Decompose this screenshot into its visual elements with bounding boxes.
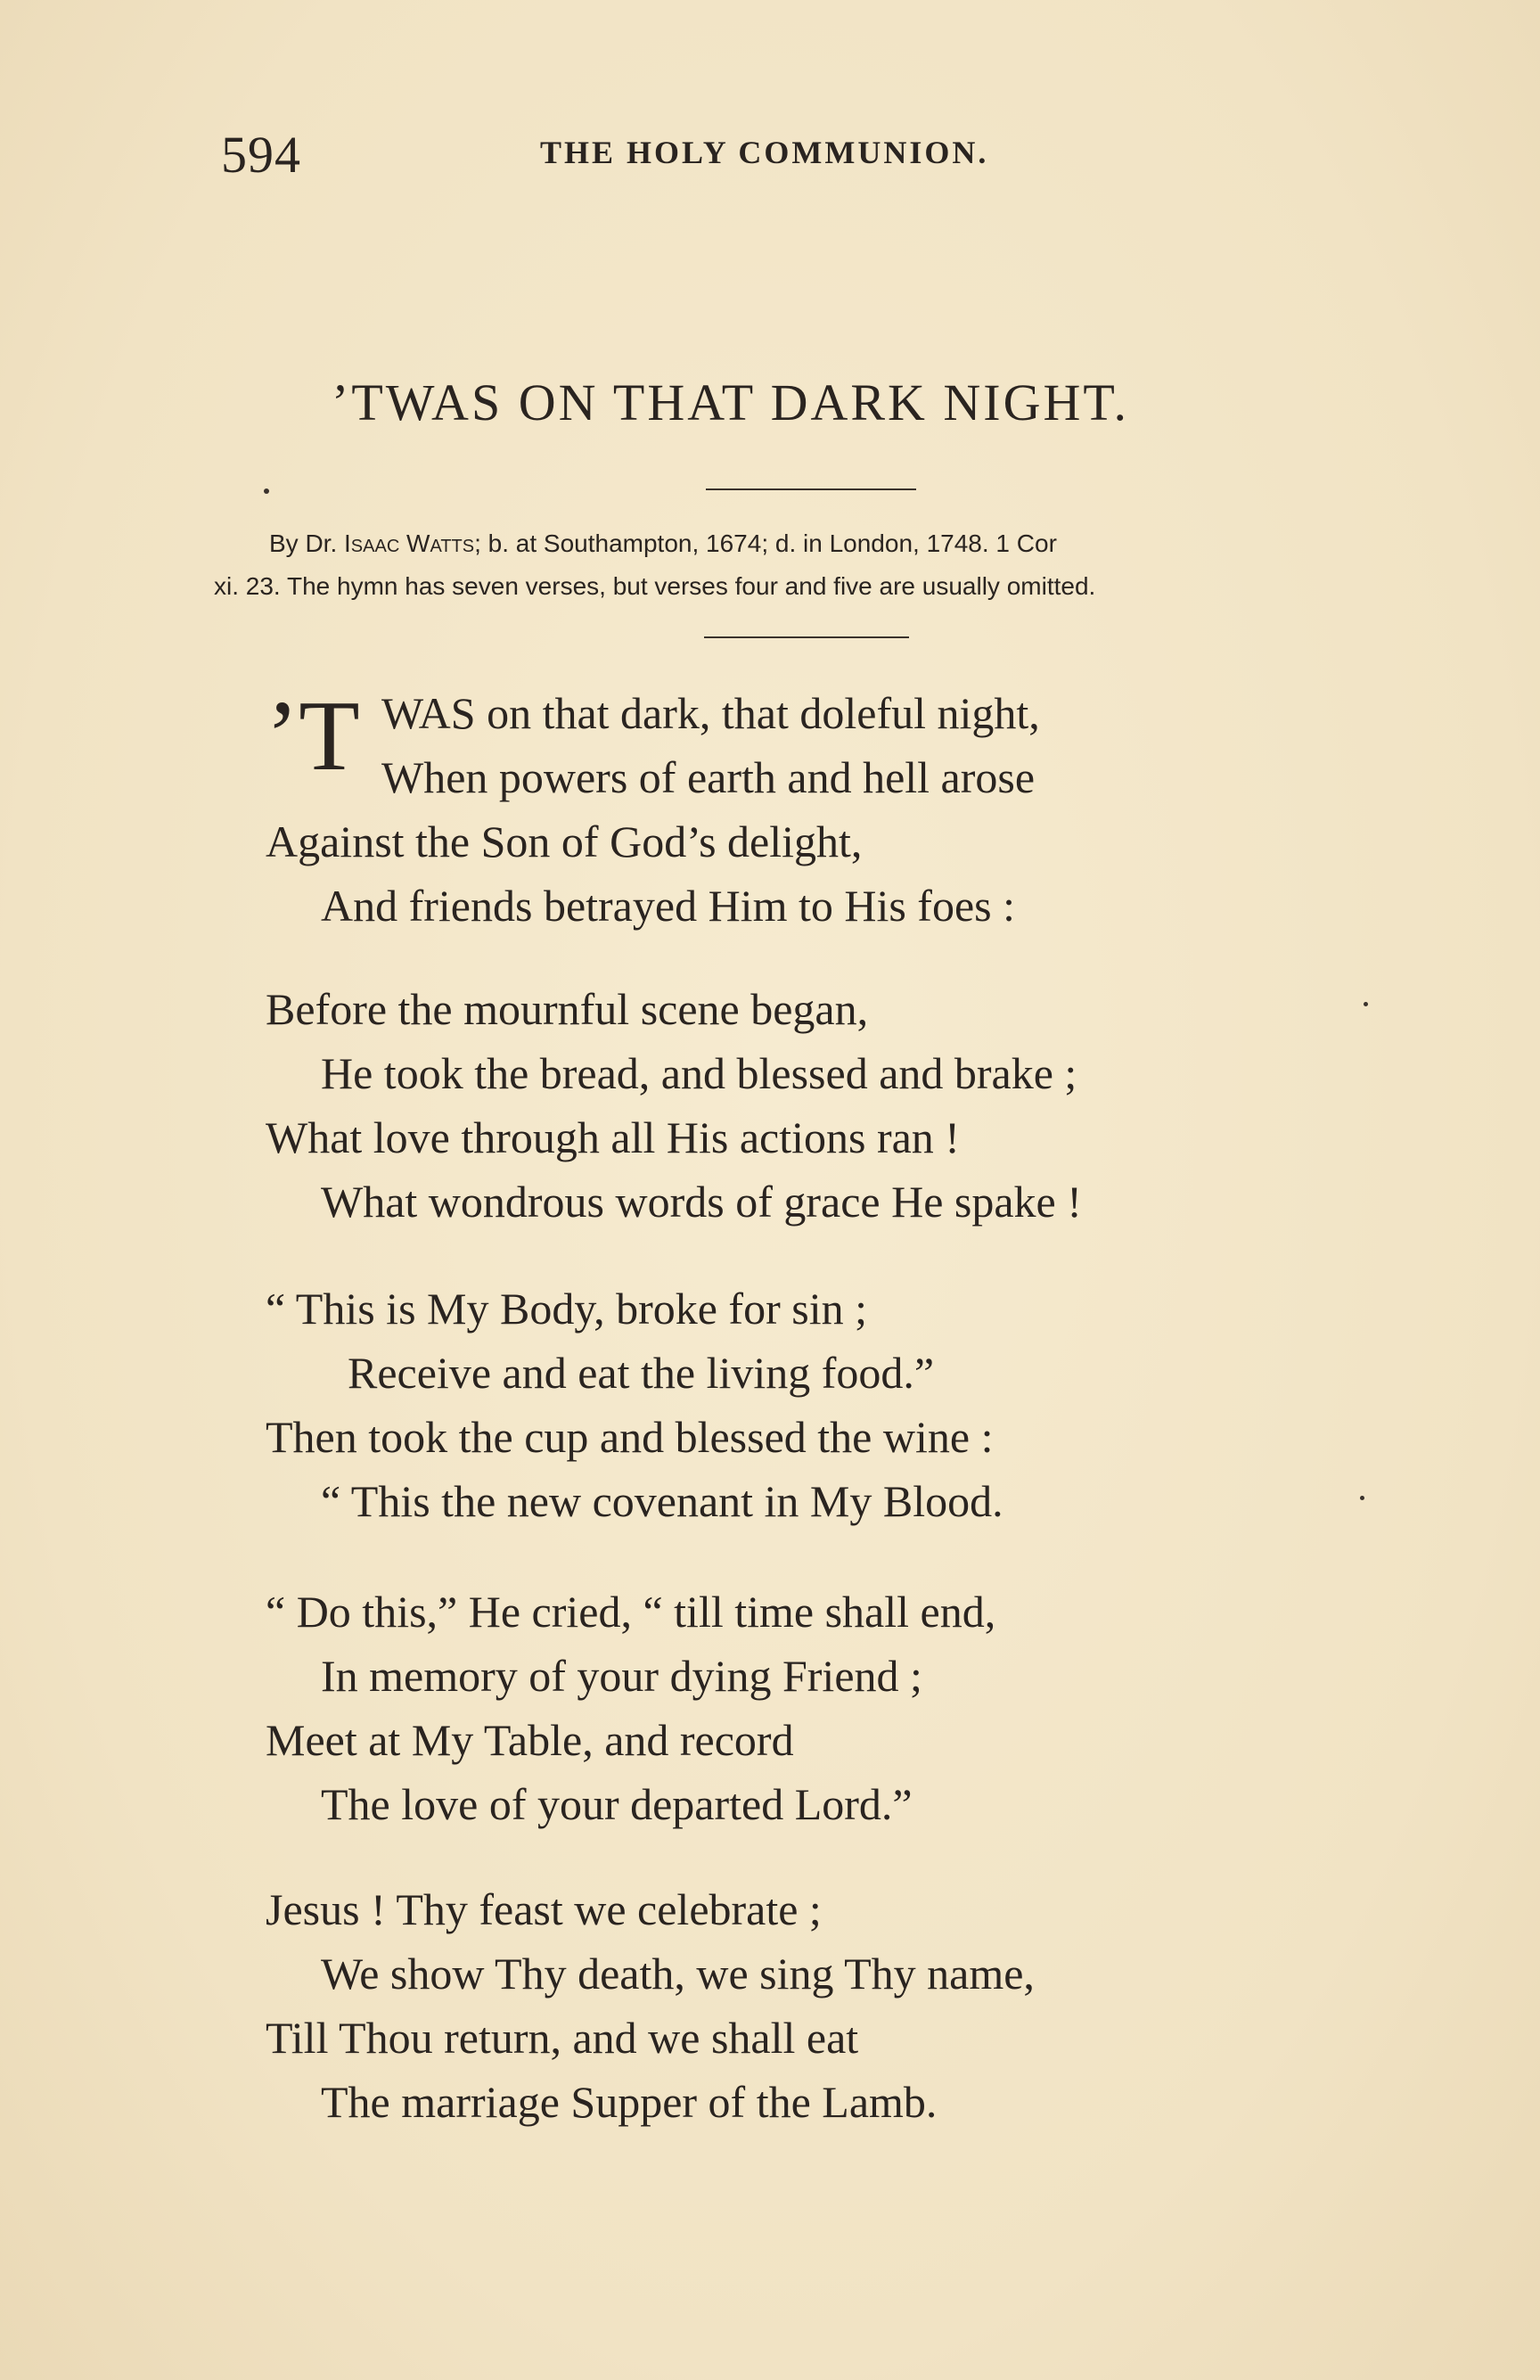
drop-cap-block (266, 681, 1388, 809)
verse-line: Receive and eat the living food.” (348, 1348, 935, 1398)
verse-line: What love through all His actions ran ! (266, 1112, 960, 1162)
stanza-1 (266, 681, 1388, 938)
ink-speck (264, 488, 269, 494)
verse-line: “ This the new covenant in My Blood. (321, 1476, 1003, 1526)
verse-line: The love of your departed Lord.” (321, 1779, 913, 1829)
hymn-title: ’TWAS ON THAT DARK NIGHT. (332, 373, 1130, 431)
verse-line: Till Thou return, and we shall eat (266, 2013, 859, 2063)
verse-line: “ Do this,” He cried, “ till time shall end, (266, 1587, 996, 1637)
verse-line: We show Thy death, we sing Thy name, (321, 1949, 1035, 1998)
verse-line: And friends betrayed Him to His foes : (321, 881, 1016, 931)
running-head: THE HOLY COMMUNION. (540, 135, 989, 170)
attribution-line-2: xi. 23. The hymn has seven verses, but verses four and five are usually omitted. (214, 572, 1096, 600)
verse-line: Against the Son of God’s delight, (266, 817, 863, 866)
stanza-5 (266, 1877, 1388, 2134)
title-rule (706, 488, 916, 490)
page-number: 594 (221, 126, 301, 184)
stanza-2 (266, 977, 1388, 1234)
verse-line: What wondrous words of grace He spake ! (321, 1177, 1082, 1227)
stanza-4 (266, 1580, 1388, 1836)
verse-line: He took the bread, and blessed and brake ; (321, 1048, 1077, 1098)
hymn-attribution (214, 522, 1401, 608)
verse-line: Meet at My Table, and record (266, 1715, 794, 1765)
author-name: Isaac Watts (344, 529, 475, 557)
verse-line: The marriage Supper of the Lamb. (321, 2077, 938, 2127)
attribution-prefix: By Dr. (269, 529, 338, 557)
verse-line: Then took the cup and blessed the wine : (266, 1412, 994, 1462)
drop-cap: ’T (266, 681, 360, 792)
attribution-details: ; b. at Southampton, 1674; d. in London, 1748. 1 Cor (474, 529, 1057, 557)
verse-line: WAS on that dark, that doleful night, (381, 688, 1040, 738)
ink-speck (1360, 1496, 1364, 1500)
attribution-rule (704, 636, 909, 638)
verse-line: When powers of earth and hell arose (381, 752, 1036, 802)
attribution-line-1 (214, 522, 1401, 565)
verse-line: “ This is My Body, broke for sin ; (266, 1284, 867, 1334)
stanza-3 (266, 1276, 1388, 1533)
verse-line: Before the mournful scene began, (266, 984, 869, 1034)
ink-speck (1364, 1002, 1368, 1006)
verse-line: Jesus ! Thy feast we celebrate ; (266, 1884, 822, 1934)
verse-line: In memory of your dying Friend ; (321, 1651, 922, 1701)
